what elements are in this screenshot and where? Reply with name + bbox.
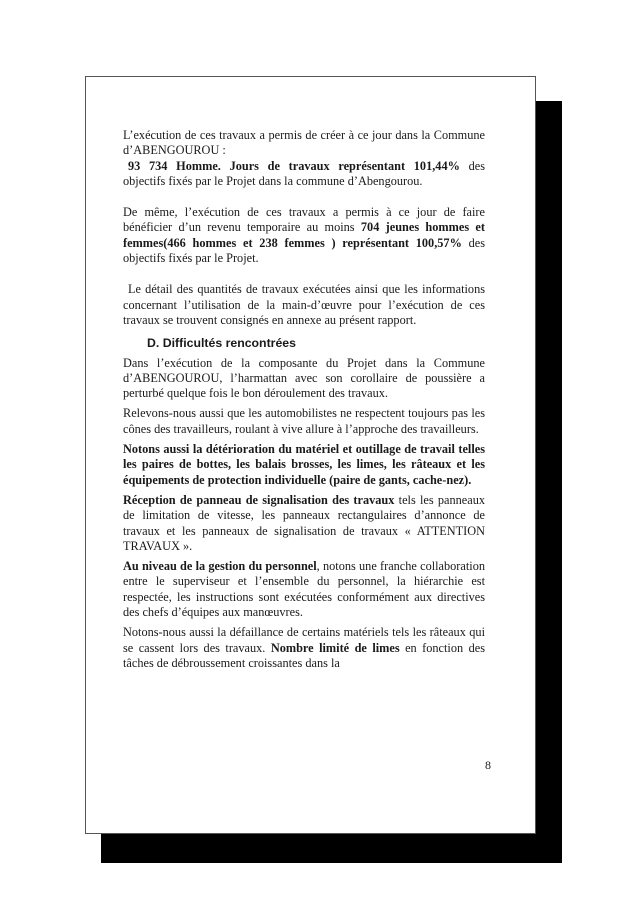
paragraph-9-text: , notons une franche collaboration entre le superviseur et l’ensemble du personnel, la hiérarchie est respectée, les instructions sont exécutées conformément aux directives des chefs d’équipes aux manœuvres. xyxy=(123,559,485,620)
paragraph-2 xyxy=(123,159,485,190)
paragraph-8 xyxy=(123,493,485,554)
paragraph-5: Dans l’exécution de la composante du Projet dans la Commune d’ABENGOUROU, l’harmattan avec son corollaire de poussière a perturbé quelque fois le bon déroulement des travaux. xyxy=(123,355,485,401)
paragraph-10-text-2: en fonction des tâches de débroussement croissantes dans la xyxy=(123,640,485,670)
paragraph-2-text: des objectifs fixés par le Projet dans la commune d’Abengourou. xyxy=(123,158,486,188)
paragraph-9-bold: Au niveau de la gestion du personnel xyxy=(123,559,317,574)
paragraph-3 xyxy=(123,205,485,266)
paragraph-10-text-1: Notons-nous aussi la défaillance de certains matériels tels les râteaux qui se cassent lors des travaux. xyxy=(123,625,485,655)
page-content xyxy=(123,128,485,671)
document-page xyxy=(85,76,536,834)
section-heading-difficultes: D. Difficultés rencontrées xyxy=(147,336,296,351)
paragraph-2-bold: 93 734 Homme. Jours de travaux représentant 101,44% xyxy=(128,158,460,173)
paragraph-8-bold: Réception de panneau de signalisation des travaux xyxy=(123,492,395,507)
paragraph-7 xyxy=(123,442,485,488)
paragraph-8-text: tels les panneaux de limitation de vitesse, les panneaux rectangulaires d’annonce de travaux et les panneaux de signalisation de travaux « ATTENTION TRAVAUX ». xyxy=(123,492,485,553)
paragraph-10 xyxy=(123,625,485,671)
paragraph-3-text-1: De même, l’exécution de ces travaux a permis à ce jour de faire bénéficier d’un revenu temporaire au moins xyxy=(123,205,485,235)
paragraph-4: Le détail des quantités de travaux exécutées ainsi que les informations concernant l’utilisation de la main-d’œuvre pour l’exécution de ces travaux se trouvent consignés en annexe au présent rapport. xyxy=(123,282,485,327)
paragraph-6: Relevons-nous aussi que les automobilistes ne respectent toujours pas les cônes des travailleurs, roulant à vive allure à l’approche des travailleurs. xyxy=(123,406,485,436)
paragraph-1: L’exécution de ces travaux a permis de créer à ce jour dans la Commune d’ABENGOUROU : xyxy=(123,128,485,158)
paragraph-3-text-2: des objectifs fixés par le Projet. xyxy=(123,235,485,266)
page-number: 8 xyxy=(485,758,491,772)
paragraph-7-bold: Notons aussi la détérioration du matériel et outillage de travail telles les paires de bottes, les balais brosses, les limes, les râteaux et les équipements de protection individuelle (paire de gants, cache-nez). xyxy=(123,442,485,487)
paragraph-9 xyxy=(123,559,485,620)
paragraph-3-bold: 704 jeunes hommes et femmes(466 hommes et 238 femmes ) représentant 100,57% xyxy=(123,220,485,250)
paragraph-10-bold: Nombre limité de limes xyxy=(270,640,400,655)
